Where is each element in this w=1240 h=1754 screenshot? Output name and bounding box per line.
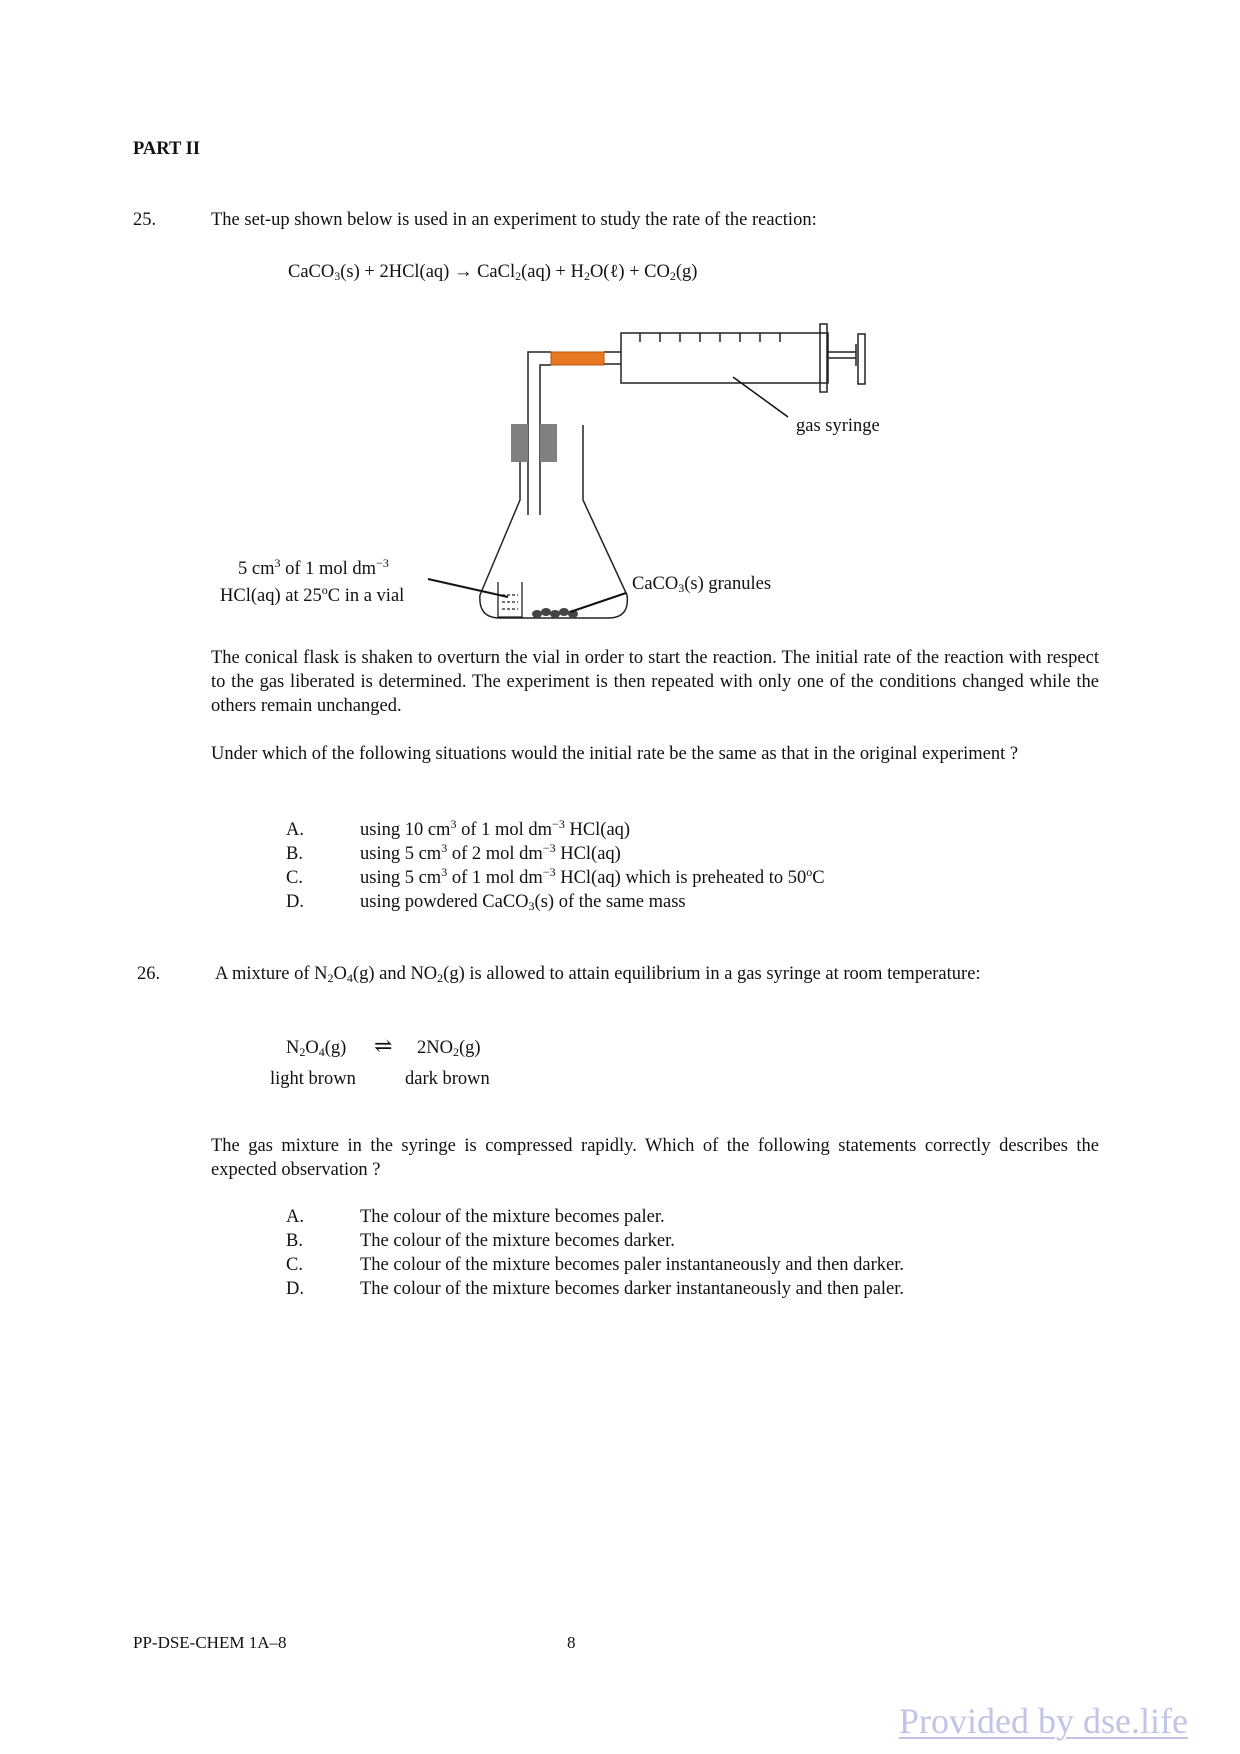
question-25-paragraph-1: The conical flask is shaken to overturn the vial in order to start the reaction. The initial rate of the reaction with respect to the gas liberated is determined. The experiment is then repeated with only one of the conditions changed while the others remain unchanged. — [211, 648, 1099, 716]
question-25-number: 25. — [133, 210, 157, 230]
question-26-option-c[interactable]: C. The colour of the mixture becomes paler instantaneously and then darker. — [286, 1255, 905, 1275]
vial-leader-line — [428, 579, 508, 597]
rubber-bung — [511, 424, 557, 462]
question-25-option-c[interactable]: C. using 5 $cm^3$ of 1 mol $dm^{-3}$ HCl(aq) which is preheated to 50$^o$C — [286, 865, 825, 888]
footer-paper-code: PP-DSE-CHEM 1A–8 — [133, 1633, 287, 1652]
equilibrium-arrow: ⇌ — [374, 1033, 393, 1058]
question-25-option-b[interactable]: B. using 5 $cm^3$ of 2 mol $dm^{-3}$ HCl(aq) — [286, 841, 621, 864]
question-25-paragraph-2: Under which of the following situations would the initial rate be the same as that in the original experiment ? — [211, 744, 1019, 764]
question-25-intro: The set-up shown below is used in an experiment to study the rate of the reaction: — [211, 210, 817, 230]
label-gas-syringe: gas syringe — [796, 416, 880, 436]
question-25-option-a[interactable]: A. using 10 $cm^3$ of 1 mol $dm^{-3}$ HCl(aq) — [286, 817, 631, 840]
question-26-paragraph: The gas mixture in the syringe is compressed rapidly. Which of the following statements correctly describes the expected observation ? — [211, 1136, 1099, 1180]
equilibrium-left: $N_2O_4(g)$ — [286, 1038, 347, 1059]
footer-page-number: 8 — [567, 1633, 576, 1652]
question-26-option-d[interactable]: D. The colour of the mixture becomes darker instantaneously and then paler. — [286, 1279, 905, 1299]
question-26-option-b[interactable]: B. The colour of the mixture becomes darker. — [286, 1231, 675, 1251]
calcium-carbonate-granules — [532, 608, 578, 618]
label-caco3-granules: CaCO$_3$(s) granules — [632, 574, 772, 595]
question-25-option-d[interactable]: D. using powdered CaCO$_3$(s) of the same mass — [286, 892, 686, 913]
question-26-option-a[interactable]: A. The colour of the mixture becomes paler. — [286, 1207, 665, 1227]
label-acid-line-1: 5 $cm^3$ of 1 mol $dm^{-3}$ — [238, 556, 389, 579]
part-heading: PART II — [133, 139, 201, 159]
gas-syringe — [604, 324, 865, 392]
apparatus-diagram — [0, 0, 1240, 640]
colour-dark-brown: dark brown — [405, 1069, 490, 1089]
reaction-equation: CaCO$_3$(s) + 2HCl(aq) → CaCl$_2$(aq) + $H_2O(\ell) + CO_2(g)$ — [288, 262, 698, 283]
vial — [498, 582, 522, 617]
label-acid-line-2: HCl(aq) at 25$^o$C in a vial — [220, 583, 405, 606]
colour-light-brown: light brown — [270, 1069, 356, 1089]
granules-leader-line — [570, 593, 626, 612]
watermark: Provided by dse.life — [899, 1701, 1188, 1741]
equilibrium-right: $2NO_2(g)$ — [417, 1038, 481, 1059]
rubber-tubing — [551, 352, 604, 365]
question-26-number: 26. — [137, 964, 161, 984]
question-26-intro: A mixture of $N_2O_4(g)$ and $NO_2(g)$ is allowed to attain equilibrium in a gas syringe at room temperature: — [215, 964, 981, 985]
